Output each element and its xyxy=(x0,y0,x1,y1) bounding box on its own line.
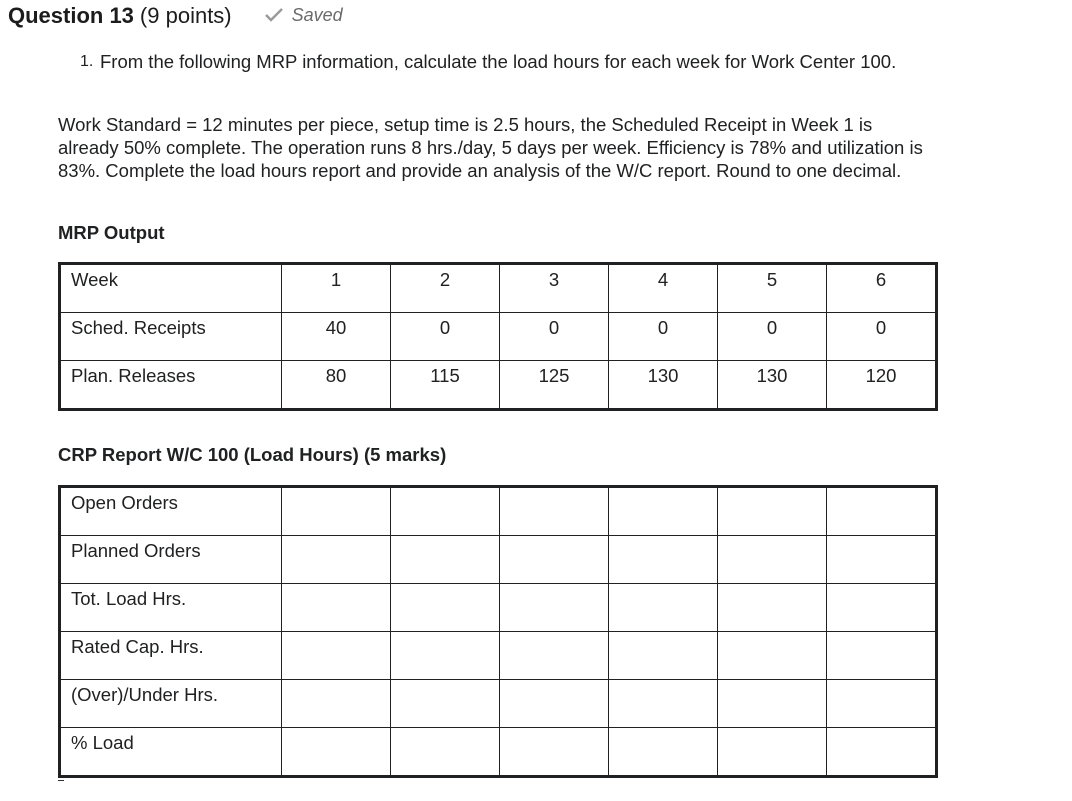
table-cell: 125 xyxy=(500,361,609,410)
empty-cell xyxy=(500,680,609,728)
empty-cell xyxy=(827,728,937,777)
question-header xyxy=(8,3,343,31)
empty-cell xyxy=(827,536,937,584)
table-cell: 0 xyxy=(718,313,827,361)
empty-cell xyxy=(391,487,500,536)
empty-cell xyxy=(718,680,827,728)
row-label: Planned Orders xyxy=(60,536,282,584)
row-label: Rated Cap. Hrs. xyxy=(60,632,282,680)
empty-cell xyxy=(282,487,391,536)
empty-cell xyxy=(609,536,718,584)
list-number: 1. xyxy=(80,53,94,70)
empty-cell xyxy=(391,536,500,584)
row-label: Open Orders xyxy=(60,487,282,536)
empty-cell xyxy=(718,536,827,584)
empty-cell xyxy=(391,680,500,728)
empty-cell xyxy=(500,728,609,777)
empty-cell xyxy=(500,487,609,536)
empty-cell xyxy=(827,680,937,728)
table-cell: 40 xyxy=(282,313,391,361)
empty-cell xyxy=(718,728,827,777)
table-cell: 130 xyxy=(718,361,827,410)
row-label: Sched. Receipts xyxy=(60,313,282,361)
question-intro xyxy=(80,50,900,73)
row-label: Plan. Releases xyxy=(60,361,282,410)
table-row xyxy=(60,584,937,632)
checkmark-icon xyxy=(264,7,284,23)
crp-table xyxy=(58,485,938,778)
empty-cell xyxy=(718,584,827,632)
empty-cell xyxy=(500,536,609,584)
empty-cell xyxy=(391,728,500,777)
mrp-heading: MRP Output xyxy=(58,222,165,243)
table-row xyxy=(60,632,937,680)
empty-cell xyxy=(282,680,391,728)
table-cell: 0 xyxy=(391,313,500,361)
saved-status xyxy=(264,5,343,26)
row-label: Tot. Load Hrs. xyxy=(60,584,282,632)
table-cell: 120 xyxy=(827,361,937,410)
empty-cell xyxy=(391,584,500,632)
empty-cell xyxy=(609,728,718,777)
table-cell: 1 xyxy=(282,264,391,313)
table-row xyxy=(60,680,937,728)
empty-cell xyxy=(827,487,937,536)
empty-cell xyxy=(500,584,609,632)
empty-cell xyxy=(282,728,391,777)
divider xyxy=(58,780,64,781)
empty-cell xyxy=(718,632,827,680)
table-cell: 2 xyxy=(391,264,500,313)
table-cell: 3 xyxy=(500,264,609,313)
empty-cell xyxy=(282,584,391,632)
table-row xyxy=(60,313,937,361)
table-row xyxy=(60,264,937,313)
empty-cell xyxy=(609,680,718,728)
empty-cell xyxy=(500,632,609,680)
table-cell: 0 xyxy=(827,313,937,361)
table-cell: 5 xyxy=(718,264,827,313)
intro-text: From the following MRP information, calculate the load hours for each week for Work Center 100. xyxy=(100,51,897,72)
table-row xyxy=(60,361,937,410)
table-cell: 80 xyxy=(282,361,391,410)
row-label: % Load xyxy=(60,728,282,777)
empty-cell xyxy=(609,632,718,680)
empty-cell xyxy=(718,487,827,536)
question-title: Question 13 xyxy=(8,3,134,28)
row-label: Week xyxy=(60,264,282,313)
table-cell: 6 xyxy=(827,264,937,313)
empty-cell xyxy=(827,584,937,632)
empty-cell xyxy=(282,536,391,584)
table-cell: 115 xyxy=(391,361,500,410)
empty-cell xyxy=(391,632,500,680)
table-row xyxy=(60,536,937,584)
empty-cell xyxy=(609,487,718,536)
empty-cell xyxy=(827,632,937,680)
table-cell: 0 xyxy=(500,313,609,361)
mrp-table xyxy=(58,262,938,411)
saved-label: Saved xyxy=(291,4,343,25)
table-row xyxy=(60,728,937,777)
table-row xyxy=(60,487,937,536)
question-points: (9 points) xyxy=(139,3,232,28)
table-cell: 130 xyxy=(609,361,718,410)
table-cell: 0 xyxy=(609,313,718,361)
problem-paragraph: Work Standard = 12 minutes per piece, setup time is 2.5 hours, the Scheduled Receipt in Week 1 is already 50% complete. The operation runs 8 hrs./day, 5 days per week. Efficiency is 78% and utilization is 83%. Complete the load hours report and provide an analysis of the W/C report. Round to one decimal. xyxy=(58,114,923,181)
row-label: (Over)/Under Hrs. xyxy=(60,680,282,728)
table-cell: 4 xyxy=(609,264,718,313)
empty-cell xyxy=(282,632,391,680)
empty-cell xyxy=(609,584,718,632)
crp-heading: CRP Report W/C 100 (Load Hours) (5 marks) xyxy=(58,444,447,465)
